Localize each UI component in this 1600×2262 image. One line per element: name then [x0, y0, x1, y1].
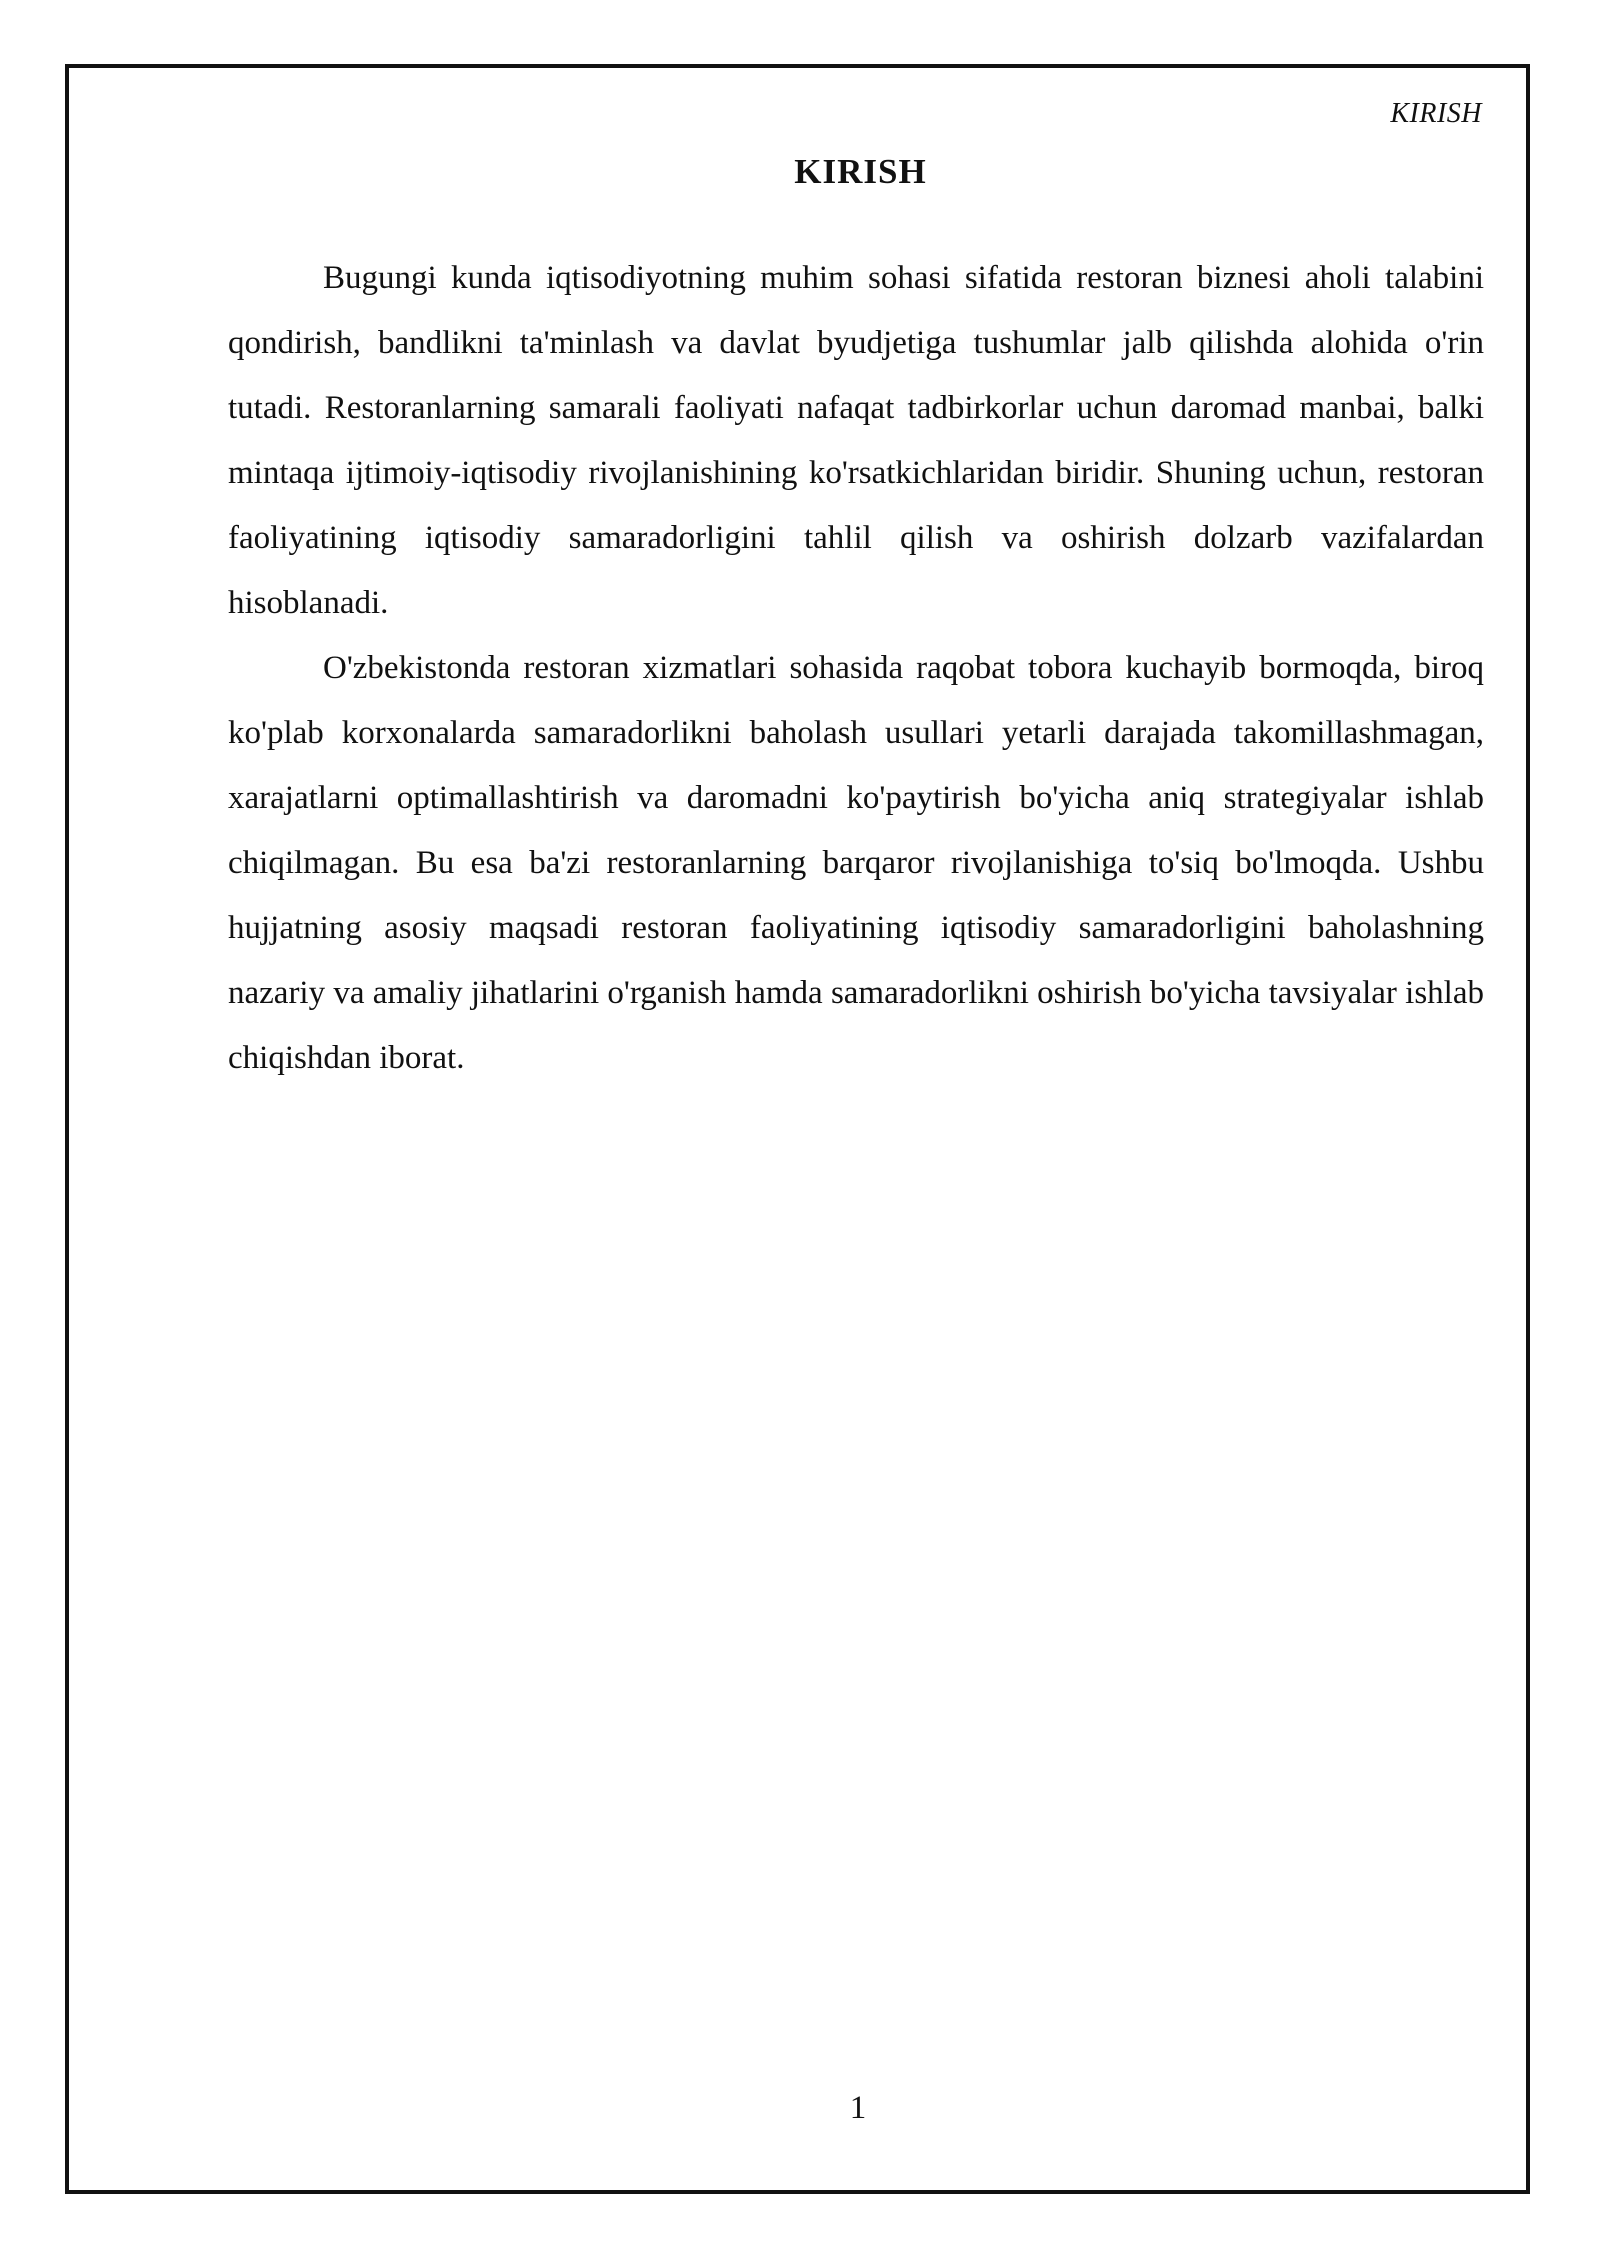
paragraph-1: Bugungi kunda iqtisodiyotning muhim sohasi sifatida restoran biznesi aholi talabini qondirish, bandlikni ta'minlash va davlat byudjetiga tushumlar jalb qilishda alohida o'rin tutadi. Restoranlarning samarali faoliyati nafaqat tadbirkorlar uchun daromad manbai, balki mintaqa ijtimoiy-iqtisodiy rivojlanishining ko'rsatkichlaridan biridir. Shuning uchun, restoran faoliyatining iqtisodiy samaradorligini tahlil qilish va oshirish dolzarb vazifalardan hisoblanadi. — [228, 260, 1484, 621]
document-body — [228, 246, 1484, 1091]
page-number: 1 — [849, 2090, 867, 2126]
document-title: KIRISH — [794, 152, 927, 191]
paragraph-2: O'zbekistonda restoran xizmatlari sohasida raqobat tobora kuchayib bormoqda, biroq ko'plab korxonalarda samaradorlikni baholash usullari yetarli darajada takomillashmagan, xarajatlarni optimallashtirish va daromadni ko'paytirish bo'yicha aniq strategiyalar ishlab chiqilmagan. Bu esa ba'zi restoranlarning barqaror rivojlanishiga to'siq bo'lmoqda. Ushbu hujjatning asosiy maqsadi restoran faoliyatining iqtisodiy samaradorligini baholashning nazariy va amaliy jihatlarini o'rganish hamda samaradorlikni oshirish bo'yicha tavsiyalar ishlab chiqishdan iborat. — [228, 650, 1484, 1076]
running-header: KIRISH — [1390, 98, 1482, 129]
